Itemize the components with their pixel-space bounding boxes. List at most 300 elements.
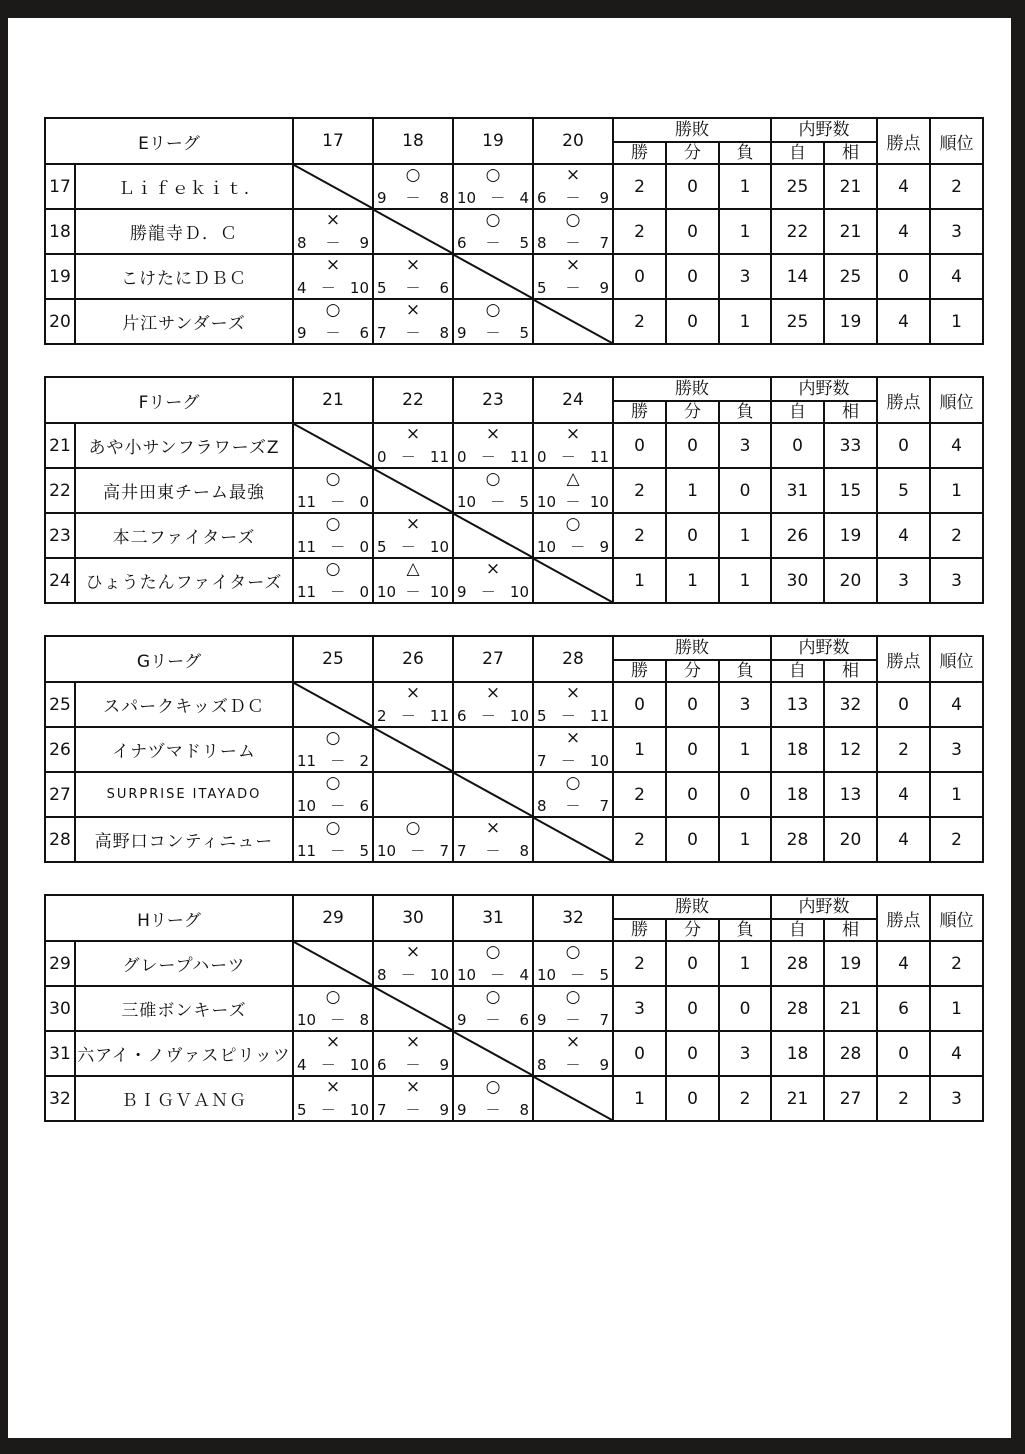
- score-dash: －: [400, 707, 416, 725]
- score-own: 7: [377, 1101, 387, 1119]
- rank: 1: [930, 299, 983, 344]
- match-score: [537, 752, 609, 770]
- match-score: [297, 797, 369, 815]
- match-result-cell: [533, 164, 613, 209]
- result-symbol: ×: [565, 424, 581, 444]
- result-symbol: ○: [325, 987, 341, 1007]
- team-number: 21: [45, 423, 75, 468]
- match-score: [377, 707, 449, 725]
- draws: 0: [666, 817, 719, 862]
- score-own: 8: [297, 234, 307, 252]
- score-own: 7: [377, 324, 387, 342]
- score-opponent: 9: [599, 1056, 609, 1074]
- team-name: Ｌｉｆｅｋｉｔ.: [75, 164, 293, 209]
- runs-against-header: 相: [824, 919, 877, 941]
- result-symbol: ×: [405, 1077, 421, 1097]
- match-result-cell: [373, 513, 453, 558]
- score-opponent: 7: [439, 842, 449, 860]
- losses: 2: [719, 1076, 771, 1121]
- score-dash: －: [485, 1101, 501, 1119]
- team-name: スパークキッズＤＣ: [75, 682, 293, 727]
- team-row: [45, 941, 983, 986]
- points: 4: [877, 299, 930, 344]
- runs-against-header: 相: [824, 142, 877, 164]
- score-dash: －: [565, 234, 581, 252]
- wl-group-header: 勝敗: [613, 895, 771, 919]
- self-match-cell: [293, 423, 373, 468]
- match-result-cell: [453, 209, 533, 254]
- points: 4: [877, 772, 930, 817]
- match-result-cell: [453, 817, 533, 862]
- runs-for: 21: [771, 1076, 824, 1121]
- rank-header: 順位: [930, 377, 983, 423]
- score-dash: －: [400, 448, 416, 466]
- score-opponent: 11: [589, 448, 609, 466]
- rank: 3: [930, 209, 983, 254]
- match-result-cell: [373, 1031, 453, 1076]
- match-result-cell: [533, 941, 613, 986]
- diagonal-line: [374, 987, 452, 1030]
- rank: 4: [930, 423, 983, 468]
- draws: 0: [666, 1076, 719, 1121]
- score-opponent: 4: [519, 966, 530, 984]
- score-dash: －: [565, 797, 581, 815]
- match-score: [297, 234, 369, 252]
- score-own: 10: [377, 583, 397, 601]
- score-dash: －: [400, 966, 416, 984]
- score-dash: －: [405, 583, 421, 601]
- score-own: 4: [297, 279, 307, 297]
- runs-against: 27: [824, 1076, 877, 1121]
- score-dash: －: [480, 448, 496, 466]
- runs-against: 33: [824, 423, 877, 468]
- match-result-cell: [453, 558, 533, 603]
- result-symbol: ○: [485, 942, 501, 962]
- wins: 2: [613, 299, 666, 344]
- result-symbol: ×: [405, 255, 421, 275]
- points: 5: [877, 468, 930, 513]
- score-own: 2: [377, 707, 387, 725]
- score-own: 0: [377, 448, 387, 466]
- runs-for: 18: [771, 1031, 824, 1076]
- losses: 1: [719, 299, 771, 344]
- match-result-cell: [293, 209, 373, 254]
- score-dash: －: [405, 1056, 421, 1074]
- score-opponent: 6: [359, 797, 369, 815]
- score-opponent: 9: [599, 538, 609, 556]
- draws: 0: [666, 1031, 719, 1076]
- diagonal-line: [534, 1077, 612, 1120]
- match-score: [297, 752, 369, 770]
- score-own: 8: [537, 797, 547, 815]
- match-result-cell: [453, 986, 533, 1031]
- team-row: [45, 164, 983, 209]
- losses: 3: [719, 682, 771, 727]
- wins: 1: [613, 1076, 666, 1121]
- wins: 1: [613, 558, 666, 603]
- draws: 0: [666, 513, 719, 558]
- score-dash: －: [325, 324, 341, 342]
- team-name: SURPRISE ITAYADO: [75, 772, 293, 817]
- result-symbol: ○: [565, 514, 581, 534]
- score-dash: －: [485, 842, 501, 860]
- rank: 2: [930, 941, 983, 986]
- wins: 1: [613, 727, 666, 772]
- score-own: 10: [537, 966, 557, 984]
- score-opponent: 0: [359, 538, 369, 556]
- match-result-cell: [293, 986, 373, 1031]
- score-opponent: 5: [519, 324, 529, 342]
- diagonal-line: [294, 683, 372, 726]
- team-number: 17: [45, 164, 75, 209]
- score-dash: －: [405, 324, 421, 342]
- match-result-cell: [293, 1031, 373, 1076]
- runs-group-header: 内野数: [771, 636, 877, 660]
- diagonal-line: [294, 942, 372, 985]
- match-score: [457, 842, 529, 860]
- runs-for-header: 自: [771, 401, 824, 423]
- score-own: 6: [457, 707, 467, 725]
- team-name: 三碓ボンキーズ: [75, 986, 293, 1031]
- wins: 2: [613, 941, 666, 986]
- runs-for: 14: [771, 254, 824, 299]
- match-score: [297, 493, 369, 511]
- score-dash: －: [490, 966, 506, 984]
- match-score: [377, 448, 449, 466]
- match-score: [537, 493, 609, 511]
- match-score: [297, 842, 369, 860]
- draws: 1: [666, 558, 719, 603]
- match-score: [537, 448, 609, 466]
- self-match-cell: [533, 558, 613, 603]
- match-score: [537, 234, 609, 252]
- score-opponent: 9: [359, 234, 369, 252]
- opponent-number: 19: [453, 118, 533, 164]
- league-name: Hリーグ: [45, 895, 293, 941]
- score-own: 8: [537, 234, 547, 252]
- score-dash: －: [565, 1056, 581, 1074]
- runs-for: 25: [771, 299, 824, 344]
- points: 0: [877, 254, 930, 299]
- match-result-cell: [533, 986, 613, 1031]
- score-dash: －: [330, 1011, 346, 1029]
- runs-group-header: 内野数: [771, 118, 877, 142]
- score-own: 10: [537, 493, 557, 511]
- score-own: 9: [457, 1011, 467, 1029]
- runs-for: 28: [771, 986, 824, 1031]
- score-own: 11: [297, 583, 317, 601]
- diagonal-line: [374, 728, 452, 771]
- score-dash: －: [565, 189, 581, 207]
- wins: 2: [613, 164, 666, 209]
- team-number: 18: [45, 209, 75, 254]
- score-opponent: 11: [509, 448, 529, 466]
- result-symbol: ○: [485, 210, 501, 230]
- match-result-cell: [373, 423, 453, 468]
- team-number: 25: [45, 682, 75, 727]
- team-name: あや小サンフラワーズZ: [75, 423, 293, 468]
- score-opponent: 8: [359, 1011, 370, 1029]
- losses: 3: [719, 1031, 771, 1076]
- opponent-number: 22: [373, 377, 453, 423]
- points-header: 勝点: [877, 636, 930, 682]
- losses: 1: [719, 558, 771, 603]
- score-opponent: 10: [349, 1056, 370, 1074]
- losses: 1: [719, 164, 771, 209]
- wl-group-header: 勝敗: [613, 377, 771, 401]
- match-result-cell: [293, 468, 373, 513]
- self-match-cell: [453, 513, 533, 558]
- team-row: [45, 558, 983, 603]
- match-score: [297, 1056, 369, 1074]
- league-table: [44, 376, 984, 604]
- rank: 3: [930, 1076, 983, 1121]
- match-result-cell: [293, 727, 373, 772]
- score-own: 0: [537, 448, 547, 466]
- score-dash: －: [330, 842, 346, 860]
- runs-against: 20: [824, 558, 877, 603]
- score-own: 7: [537, 752, 547, 770]
- score-dash: －: [405, 279, 421, 297]
- points: 4: [877, 513, 930, 558]
- match-result-cell: [453, 299, 533, 344]
- team-row: [45, 1076, 983, 1121]
- opponent-number: 23: [453, 377, 533, 423]
- score-opponent: 2: [359, 752, 369, 770]
- opponent-number: 31: [453, 895, 533, 941]
- runs-for: 13: [771, 682, 824, 727]
- self-match-cell: [453, 772, 533, 817]
- match-score: [297, 583, 369, 601]
- score-dash: －: [330, 583, 346, 601]
- result-symbol: ○: [325, 773, 341, 793]
- diagonal-line: [534, 300, 612, 343]
- opponent-number: 30: [373, 895, 453, 941]
- team-name: 本二ファイターズ: [75, 513, 293, 558]
- score-dash: －: [410, 842, 426, 860]
- team-number: 20: [45, 299, 75, 344]
- result-symbol: ×: [405, 300, 421, 320]
- score-opponent: 0: [359, 583, 369, 601]
- score-dash: －: [480, 707, 496, 725]
- match-score: [297, 324, 369, 342]
- match-result-cell: [293, 299, 373, 344]
- draws: 0: [666, 727, 719, 772]
- diagonal-line: [534, 818, 612, 861]
- match-score: [377, 1101, 449, 1119]
- score-dash: －: [485, 1011, 501, 1029]
- match-result-cell: [293, 817, 373, 862]
- team-row: [45, 727, 983, 772]
- losses: 0: [719, 772, 771, 817]
- result-symbol: ○: [325, 514, 341, 534]
- score-opponent: 10: [349, 279, 369, 297]
- runs-for: 18: [771, 727, 824, 772]
- league-name: Fリーグ: [45, 377, 293, 423]
- rank: 1: [930, 986, 983, 1031]
- result-symbol: ×: [325, 1077, 341, 1097]
- score-opponent: 10: [509, 707, 529, 725]
- league-table: [44, 894, 984, 1122]
- score-own: 6: [457, 234, 467, 252]
- score-own: 7: [457, 842, 467, 860]
- result-symbol: ○: [565, 987, 581, 1007]
- diagonal-line: [454, 1032, 532, 1075]
- team-number: 27: [45, 772, 75, 817]
- losses: 0: [719, 468, 771, 513]
- wl-group-header: 勝敗: [613, 118, 771, 142]
- score-opponent: 6: [359, 324, 369, 342]
- score-own: 10: [377, 842, 397, 860]
- wins: 0: [613, 682, 666, 727]
- match-score: [377, 583, 449, 601]
- diagonal-line: [534, 559, 612, 602]
- win-header: 勝: [613, 919, 666, 941]
- team-row: [45, 513, 983, 558]
- score-opponent: 4: [519, 189, 529, 207]
- match-result-cell: [453, 682, 533, 727]
- score-opponent: 5: [519, 493, 529, 511]
- result-symbol: ×: [405, 424, 421, 444]
- losses: 3: [719, 423, 771, 468]
- team-name: グレープハーツ: [75, 941, 293, 986]
- loss-header: 負: [719, 919, 771, 941]
- wins: 2: [613, 817, 666, 862]
- match-score: [297, 1011, 369, 1029]
- result-symbol: ×: [565, 1032, 581, 1052]
- diagonal-line: [294, 165, 372, 208]
- score-opponent: 6: [519, 1011, 529, 1029]
- team-name: ひょうたんファイターズ: [75, 558, 293, 603]
- team-row: [45, 817, 983, 862]
- match-score: [537, 966, 609, 984]
- match-score: [457, 234, 529, 252]
- score-own: 4: [297, 1056, 307, 1074]
- rank-header: 順位: [930, 636, 983, 682]
- rank: 2: [930, 164, 983, 209]
- loss-header: 負: [719, 660, 771, 682]
- match-result-cell: [453, 941, 533, 986]
- self-match-cell: [533, 1076, 613, 1121]
- rank: 3: [930, 558, 983, 603]
- score-dash: －: [330, 797, 346, 815]
- runs-against: 12: [824, 727, 877, 772]
- team-row: [45, 682, 983, 727]
- match-result-cell: [533, 423, 613, 468]
- wins: 0: [613, 1031, 666, 1076]
- score-opponent: 9: [599, 279, 609, 297]
- match-result-cell: [293, 513, 373, 558]
- match-score: [297, 538, 369, 556]
- rank: 4: [930, 1031, 983, 1076]
- score-opponent: 8: [439, 189, 449, 207]
- result-symbol: △: [566, 469, 580, 489]
- match-result-cell: [293, 558, 373, 603]
- opponent-number: 26: [373, 636, 453, 682]
- match-result-cell: [373, 1076, 453, 1121]
- score-own: 6: [377, 1056, 387, 1074]
- score-dash: －: [570, 966, 586, 984]
- points: 0: [877, 423, 930, 468]
- score-own: 9: [537, 1011, 547, 1029]
- score-own: 11: [297, 493, 317, 511]
- team-row: [45, 468, 983, 513]
- match-score: [537, 538, 609, 556]
- score-dash: －: [400, 538, 416, 556]
- score-opponent: 11: [589, 707, 609, 725]
- draws: 0: [666, 772, 719, 817]
- match-score: [377, 324, 449, 342]
- match-score: [457, 448, 529, 466]
- points: 3: [877, 558, 930, 603]
- score-own: 8: [537, 1056, 547, 1074]
- league-table: [44, 635, 984, 863]
- win-header: 勝: [613, 660, 666, 682]
- match-result-cell: [373, 164, 453, 209]
- score-dash: －: [490, 189, 506, 207]
- score-own: 9: [457, 1101, 467, 1119]
- match-score: [537, 707, 609, 725]
- opponent-number: 21: [293, 377, 373, 423]
- draws: 0: [666, 254, 719, 299]
- result-symbol: ○: [325, 728, 341, 748]
- team-name: こけたにＤＢＣ: [75, 254, 293, 299]
- match-result-cell: [533, 513, 613, 558]
- diagonal-line: [454, 255, 532, 298]
- result-symbol: ×: [405, 514, 421, 534]
- team-name: 六アイ・ノヴァスピリッツ: [75, 1031, 293, 1076]
- draws: 0: [666, 986, 719, 1031]
- rank-header: 順位: [930, 118, 983, 164]
- result-symbol: ○: [485, 300, 501, 320]
- score-opponent: 9: [599, 189, 609, 207]
- runs-for: 18: [771, 772, 824, 817]
- score-dash: －: [565, 493, 581, 511]
- result-symbol: ×: [485, 818, 501, 838]
- result-symbol: ×: [565, 683, 581, 703]
- match-result-cell: [533, 468, 613, 513]
- score-dash: －: [565, 279, 581, 297]
- self-match-cell: [373, 209, 453, 254]
- score-opponent: 11: [429, 448, 449, 466]
- score-own: 11: [297, 752, 317, 770]
- score-opponent: 6: [439, 279, 449, 297]
- self-match-cell: [453, 254, 533, 299]
- rank: 1: [930, 772, 983, 817]
- match-score: [297, 279, 369, 297]
- match-score: [537, 797, 609, 815]
- score-opponent: 9: [439, 1101, 449, 1119]
- score-own: 10: [457, 189, 477, 207]
- match-result-cell: [453, 164, 533, 209]
- match-result-cell: [533, 727, 613, 772]
- score-own: 5: [537, 707, 547, 725]
- result-symbol: ○: [485, 1077, 501, 1097]
- team-name: ＢＩＧＶＡＮＧ: [75, 1076, 293, 1121]
- draws: 0: [666, 682, 719, 727]
- match-result-cell: [293, 1076, 373, 1121]
- result-symbol: ○: [485, 165, 501, 185]
- league-name: Gリーグ: [45, 636, 293, 682]
- runs-against: 32: [824, 682, 877, 727]
- result-symbol: △: [406, 559, 420, 579]
- match-result-cell: [533, 682, 613, 727]
- league-name: Eリーグ: [45, 118, 293, 164]
- result-symbol: ×: [565, 728, 581, 748]
- unplayed-cell: [373, 772, 453, 817]
- score-opponent: 10: [589, 752, 609, 770]
- team-number: 26: [45, 727, 75, 772]
